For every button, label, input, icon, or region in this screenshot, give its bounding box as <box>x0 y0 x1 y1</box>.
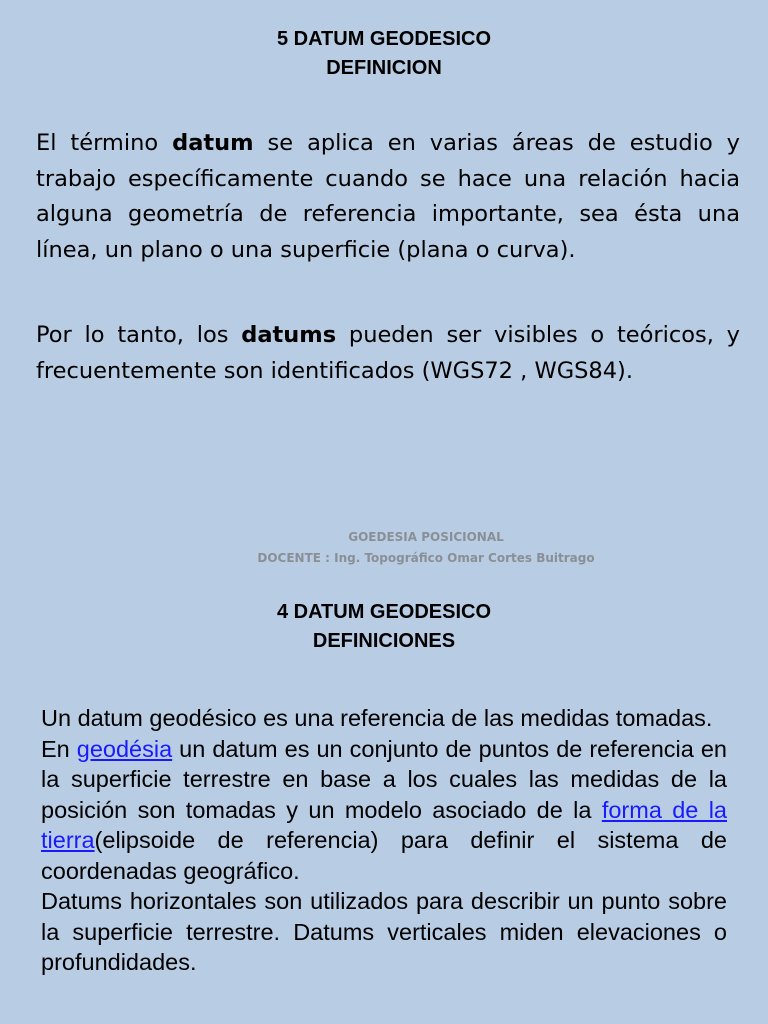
slide-footer <box>0 527 768 569</box>
slide1-p2-text-a: Por lo tanto, los <box>36 322 242 348</box>
slide1-p2-bold-term: datums <box>241 322 337 348</box>
slide2-p2-text-a: En <box>41 735 77 762</box>
slide2-title-line2: DEFINICIONES <box>312 630 456 652</box>
slide1-paragraph-2 <box>36 318 740 389</box>
slide1-title <box>0 25 768 83</box>
slide2-p2-text-b: un datum es un conjunto de puntos de referencia en la superficie terrestre en base a los cuales las medidas de la posición son tomadas y un modelo asociado de la <box>41 735 727 823</box>
slide1-title-line1: 5 DATUM GEODESICO <box>276 28 492 50</box>
footer-course: GOEDESIA POSICIONAL <box>348 530 504 544</box>
slide1-p2-text-b: pueden ser visibles o teóricos, y frecuentemente son identificados (WGS72 , WGS84). <box>36 322 740 384</box>
slide1-title-line2: DEFINICION <box>326 57 442 79</box>
slide2-paragraph-1: Un datum geodésico es una referencia de las medidas tomadas. <box>41 705 713 731</box>
slide2-title <box>0 598 768 656</box>
slide2-body <box>41 703 727 978</box>
slide1-p1-text-a: El término <box>36 130 173 156</box>
slide1-p1-text-b: se aplica en varias áreas de estudio y trabajo específicamente cuando se hace una relación hacia alguna geometría de referencia importante, sea ésta una línea, un plano o una superficie (plana o curva). <box>36 130 740 263</box>
slide1-p1-bold-term: datum <box>172 130 254 156</box>
slide2-title-line1: 4 DATUM GEODESICO <box>276 601 492 623</box>
link-geodesia[interactable]: geodésia <box>76 735 173 762</box>
link-forma-de-la-tierra[interactable]: forma de la tierra <box>41 796 728 853</box>
slide2-paragraph-3: Datums horizontales son utilizados para describir un punto sobre la superficie terrestre. Datums verticales miden elevaciones o profundidades. <box>41 888 727 975</box>
slide2-p2-text-c: (elipsoide de referencia) para definir el sistema de coordenadas geográfico. <box>41 827 727 884</box>
slide1-paragraph-1 <box>36 126 740 268</box>
footer-teacher: DOCENTE : Ing. Topográfico Omar Cortes Buitrago <box>257 551 595 565</box>
slide2-paragraph-2 <box>41 734 727 887</box>
